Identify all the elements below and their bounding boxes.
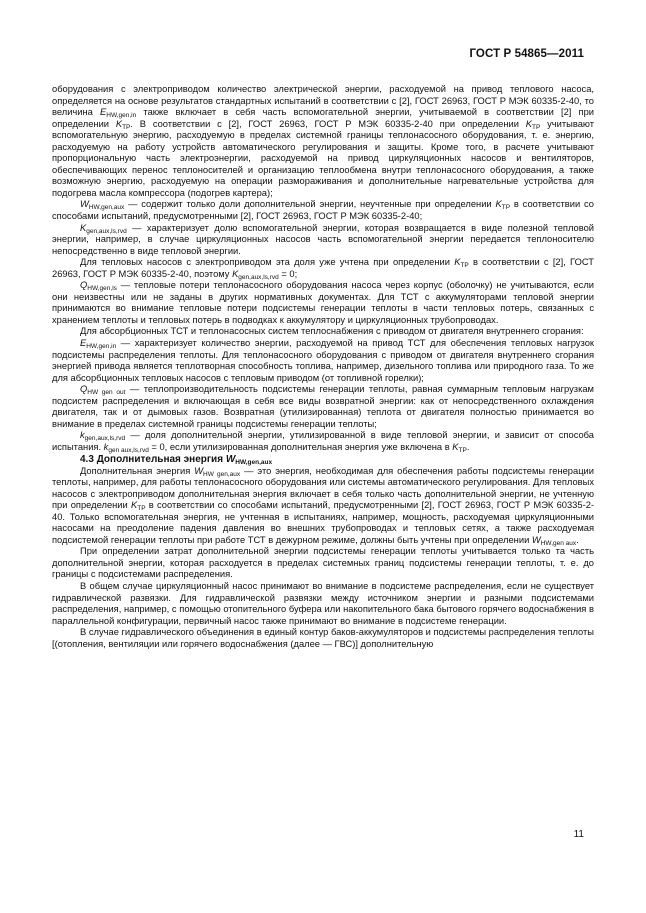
paragraph: Для абсорбционных ТСТ и теплонасосных систем теплоснабжения с приводом от двигателя внутреннего сгорания: (80, 326, 584, 337)
definition-paragraph: $Q_{HW,gen,ls}$ — тепловые потери теплонасосного оборудования насоса через корпус (оболочку) не учитываются, если они неизвестны или не заданы в других нормативных документах. Для ТСТ с аккумуляторами тепловой энергии принимаются во внимание тепловые потери подсистемы генерации теплоты в части тепловых потерь, связанных с хранением теплоты и тепловых потерь в подводках к аккумулятору и циркуляционных трубопроводах. (52, 280, 594, 325)
definition-paragraph: $K_{gen,aux,ls,rvd}$ — характеризует долю вспомогательной энергии, которая возвращается в виде полезной тепловой энергии, например, в случае циркуляционных насосов часть вспомогательной энергии передается теплоносителю непосредственно в виде тепловой энергии. (52, 222, 594, 256)
paragraph: При определении затрат дополнительной энергии подсистемы генерации теплоты учитывается только та часть дополнительной энергии, которая расходуется в пределах системных границ подсистемы генерации теплоты, т. е. до границы с подсистемами распределения. (52, 546, 594, 580)
definition-paragraph: $Q_{HW gen out}$ — теплопроизводительность подсистемы генерации теплоты, равная суммарным тепловым нагрузкам подсистем распределения и включающая в себя все виды возвратной энергии: как от непосредственного охлаждения двигателя, так и от дымовых газов. Возвратная (утилизированная) теплота от двигателя полностью принимается во внимание в пределах системной границы подсистемы генерации теплоты; (52, 384, 594, 429)
section-heading: 4.3 Дополнительная энергия $W_{HW,gen,aux}$ (80, 453, 273, 466)
definition-paragraph: $E_{HW,gen,in}$ — характеризует количество энергии, расходуемой на привод ТСТ для обеспечения тепловых нагрузок подсистемы распределения теплоты. Для теплонасосного оборудования с приводом от двигателя внутреннего сгорания энергией привода является теплотворная способность топлива, например, дизельного топлива или природного газа. То же для абсорбционных тепловых насосов с тепловым приводом (от топливной горелки); (52, 338, 594, 383)
definition-paragraph: $k_{gen,aux,ls,rvd}$ — доля дополнительной энергии, утилизированной в виде тепловой энергии, и зависит от способа испытания. $k_{gen aux,ls,rvd} = 0$, если утилизированная дополнительная энергия уже включена в $K_{ТР}$. (52, 430, 594, 454)
paragraph: оборудования с электроприводом количество электрической энергии, расходуемой на привод теплового насоса, определяется на основе результатов стандартных испытаний в соответствии с [2], ГОСТ 26963, ГОСТ Р МЭК 60335-2-40, то величина $E_{HW,gen,in}$ также включает в себя часть вспомогательной энергии, учитываемой в соответствии [2] при определении $K_{ТР}$. В соответствии с [2], ГОСТ 26963, ГОСТ Р МЭК 60335-2-40 при определении $K_{ТР}$ учитывают вспомогательную энергию, расходуемую в пределах системной границы теплонасосного оборудования, т. е. энергию, расходуемую на работу устройств автоматического регулирования и защиты. Кроме того, в расчете учитывают пропорциональную часть электроэнергии, расходуемой на привод циркуляционных насосов и вентиляторов, обеспечивающих перенос теплоносителей и организацию теплообмена внутри теплонасосного оборудования, а также возможную энергию, расходуемую на операции размораживания и дополнительные нагревательные устройства для подогрева масла компрессора (подогрев картера); (52, 84, 594, 198)
paragraph: В общем случае циркуляционный насос принимают во внимание в подсистеме распределения, если не существует гидравлической развязки. Для гидравлической развязки между источником энергии и разными подсистемами распределения, например, с помощью отопительного буфера или накопительного бака бытового горячего водоснабжения в параллельной конфигурации, первичный насос также принимают во внимание в подсистеме генерации. (52, 580, 594, 626)
page-number: 11 (573, 829, 584, 840)
definition-paragraph: $W_{HW,gen,aux}$ — содержит только доли дополнительной энергии, неучтенные при определении $K_{ТР}$ в соответствии со способами испытаний, предусмотренными [2], ГОСТ 26963, ГОСТ Р МЭК 60335-2-40; (52, 199, 594, 222)
page-body (52, 84, 594, 650)
paragraph: Дополнительная энергия $W_{HW gen,aux}$ — это энергия, необходимая для обеспечения работы подсистемы генерации теплоты, например, для работы теплонасосного оборудования или системы автоматического регулирования. Для тепловых насосов с электроприводом дополнительная энергия включает в себя только часть дополнительной энергии, не учтенную при определении $K_{ТР}$ в соответствии со способами испытаний, предусмотренными [2], ГОСТ 26963, ГОСТ Р МЭК 60335-2-40. Только вспомогательная энергия, не учтенная в испытаниях, например, мощность, расходуемая циркуляционными насосами на преодоление падения давления во внешних трубопроводах и тепловых сетях, а также расходуемая подсистемой генерации теплоты при работе ТСТ в дежурном режиме, должны быть учтены при определении $W_{HW,gen aux}$. (52, 465, 594, 547)
paragraph: В случае гидравлического объединения в единый контур баков-аккумуляторов и подсистемы распределения теплоты [(отопления, вентиляции или горячего водоснабжения (далее — ГВС)] дополнительную (52, 627, 594, 649)
document-header: ГОСТ Р 54865—2011 (469, 48, 584, 60)
paragraph: Для тепловых насосов с электроприводом эта доля уже учтена при определении $K_{ТР}$ в соответствии с [2], ГОСТ 26963, ГОСТ Р МЭК 60335-2-40, поэтому $K_{gen,aux,ls,rvd} = 0$; (52, 257, 594, 281)
